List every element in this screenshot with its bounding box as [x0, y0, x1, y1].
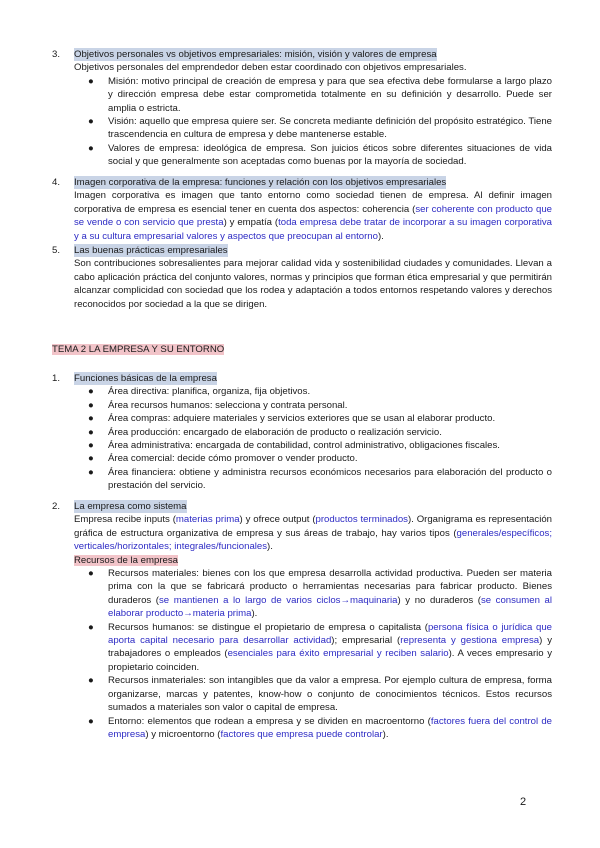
bullet-icon: ●: [88, 466, 94, 478]
section-title: Funciones básicas de la empresa: [74, 373, 217, 384]
section-4: [52, 176, 552, 243]
section-5: [52, 244, 552, 311]
bullet-icon: ●: [88, 426, 94, 438]
section-number: 3.: [52, 49, 61, 60]
bullet-icon: ●: [88, 453, 94, 465]
section-number: 4.: [52, 177, 61, 188]
section-title: La empresa como sistema: [74, 501, 187, 512]
subsection-title: Recursos de la empresa: [74, 554, 178, 566]
list-item: ● Área producción: encargado de elaboración de producto o realización servicio.: [88, 426, 442, 438]
list-item: ● Área financiera: obtiene y administra recursos económicos necesarios para elaboración del producto o prestación del servicio.: [88, 466, 552, 492]
section-paragraph: Imagen corporativa es imagen que tanto entorno como sociedad tienen de empresa. Al definir imagen corporativa de empresa es esencial tener en cuenta dos aspectos: coherencia (ser coherente con producto que se vende o con servicio que presta) y empatía (toda empresa debe tratar de incorporar a su imagen corporativa y a su cultura empresarial valores y aspectos que preocupan al entorno).: [74, 190, 552, 242]
bullet-icon: ●: [88, 142, 94, 154]
section-number: 1.: [52, 373, 61, 384]
bullet-icon: ●: [88, 413, 94, 425]
bullet-icon: ●: [88, 75, 94, 87]
list-item: ● Misión: motivo principal de creación de empresa y para que sea efectiva debe formularse a largo plazo y dirección empresa debe estar comprometida totalmente en su definición y desarrollo. Puede ser amplia o estricta.: [88, 75, 552, 114]
subsection-heading: [74, 554, 552, 567]
section-3: [52, 48, 552, 169]
section-title: Objetivos personales vs objetivos empresariales: misión, visión y valores de empresa: [74, 49, 437, 60]
section-number: 5.: [52, 245, 61, 256]
list-item: ● Entorno: elementos que rodean a empresa y se dividen en macroentorno (factores fuera del control de empresa) y microentorno (factores que empresa puede controlar).: [88, 715, 552, 740]
section-paragraph: Son contribuciones sobresalientes para mejorar calidad vida y sostenibilidad ciudades y comunidades. Llevan a cabo aplicación práctica del conjunto valores, normas y principios que forman ética empresarial y que permitirán alcanzar complicidad con sociedad que los rodea y adaptación a todos entornos respetando valores y derechos reconocidos por sociedad a la que se dirigen.: [74, 258, 552, 310]
bullet-icon: ●: [88, 440, 94, 452]
list-item: ● Recursos inmateriales: son intangibles que da valor a empresa. Por ejemplo cultura de empresa, forma organizarse, marcas y patentes, know-how o conjunto de conocimientos técnicos. Estos recursos sumados a materiales son valor o capital de empresa.: [88, 675, 552, 714]
list-item: ● Visión: aquello que empresa quiere ser. Se concreta mediante definición del propósito estratégico. Tiene trascendencia en cultura de empresa y debe mantenerse estable.: [88, 116, 552, 141]
list-item: ● Área comercial: decide cómo promover o vender producto.: [88, 453, 358, 465]
section-number: 2.: [52, 501, 61, 512]
section-paragraph: Empresa recibe inputs (materias prima) y ofrece output (productos terminados). Organigrama es representación gráfica de estructura organizativa de empresa y sus áreas de trabajo, hay varios tipos (generales/específicos; verticales/horizontales; integrales/funcionales).: [74, 514, 552, 553]
list-item: ● Recursos humanos: se distingue el propietario de empresa o capitalista (persona física o jurídica que aporta capital necesario para desarrollar actividad); empresarial (representa y gestiona empresa) y trabajadores o empleados (esenciales para éxito empresarial y reciben salario). A veces empresario y propietario coinciden.: [88, 621, 552, 673]
chapter-heading: [52, 343, 224, 356]
bullet-icon: ●: [88, 675, 94, 687]
section-4-heading: [52, 176, 552, 189]
list-item: ● Valores de empresa: ideológica de empresa. Son juicios éticos sobre diferentes situaciones de vida social y que generalmente son aceptadas como buenas por la mayoría de sociedad.: [88, 142, 552, 168]
page-number: 2: [520, 796, 527, 808]
bullet-icon: ●: [88, 399, 94, 411]
tema-section-1: [52, 372, 552, 493]
section-intro: Objetivos personales del emprendedor deben estar coordinado con objetivos empresariales.: [74, 62, 467, 74]
tema-section-2: [52, 500, 552, 741]
section-3-heading: [52, 48, 552, 61]
section-title: Imagen corporativa de la empresa: funciones y relación con los objetivos empresariales: [74, 177, 447, 188]
list-item: ● Área directiva: planifica, organiza, fija objetivos.: [88, 386, 311, 398]
bullet-icon: ●: [88, 715, 94, 727]
chapter-title: TEMA 2 LA EMPRESA Y SU ENTORNO: [52, 344, 225, 355]
list-item: ● Área compras: adquiere materiales y servicios exteriores que se usan al elaborar producto.: [88, 413, 496, 425]
tema-section-1-heading: [52, 372, 552, 385]
section-5-heading: [52, 244, 552, 257]
list-item: ● Área administrativa: encargada de contabilidad, control administrativo, obligaciones fiscales.: [88, 440, 500, 452]
bullet-icon: ●: [88, 568, 94, 580]
tema-section-2-heading: [52, 500, 552, 513]
list-item: ● Recursos materiales: bienes con los que empresa desarrolla actividad productiva. Pueden ser materia prima con la que se fabricará producto o herramientas necesarias para fabricar producto. Bienes duraderos (se mantienen a lo largo de varios ciclos→maquinaria) y no duraderos (se consumen al elaborar producto→materia prima).: [88, 568, 552, 620]
section-title: Las buenas prácticas empresariales: [74, 245, 228, 256]
bullet-icon: ●: [88, 116, 94, 128]
list-item: ● Área recursos humanos: selecciona y contrata personal.: [88, 399, 348, 411]
bullet-icon: ●: [88, 621, 94, 633]
bullet-icon: ●: [88, 386, 94, 398]
